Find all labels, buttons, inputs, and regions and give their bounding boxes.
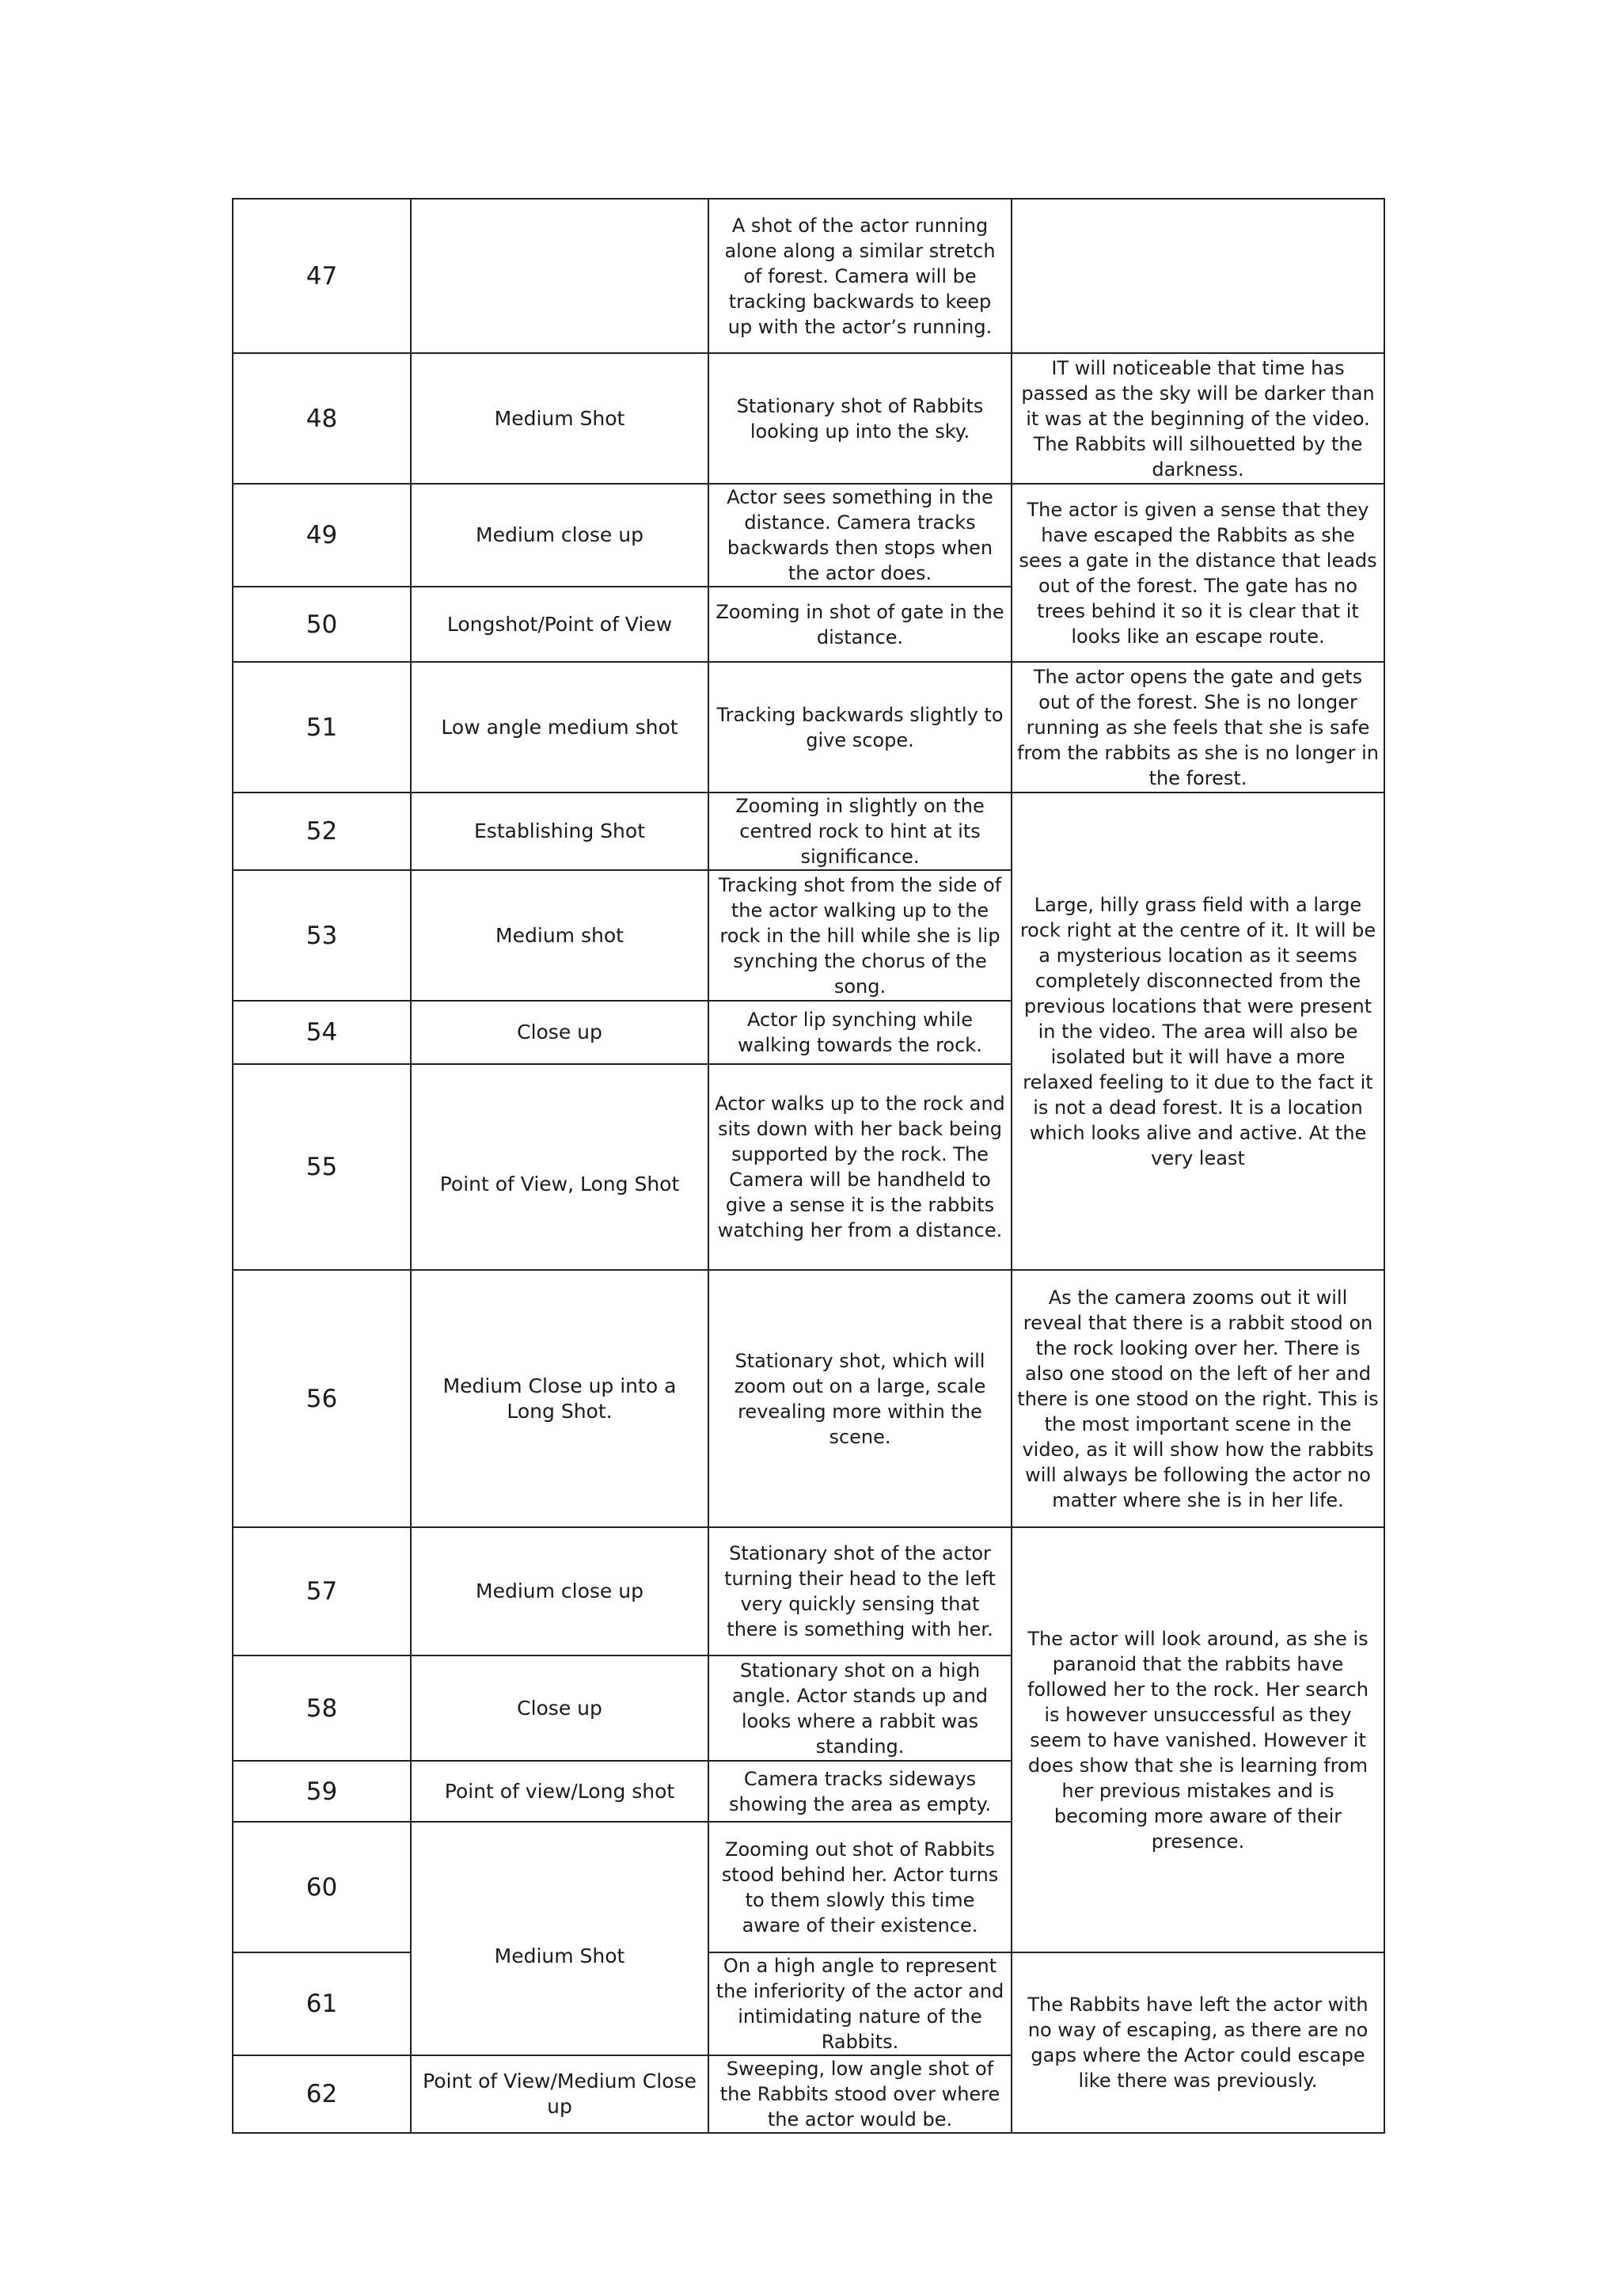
shot-description: Camera tracks sideways showing the area as empty. bbox=[708, 1761, 1012, 1822]
shot-description: Sweeping, low angle shot of the Rabbits stood over where the actor would be. bbox=[708, 2055, 1012, 2133]
shot-description: Stationary shot, which will zoom out on a large, scale revealing more within the scene. bbox=[708, 1270, 1012, 1527]
shot-type: Medium close up bbox=[411, 484, 708, 587]
shot-description: Tracking shot from the side of the actor walking up to the rock in the hill while she is lip synching the chorus of the song. bbox=[708, 870, 1012, 1001]
shot-number: 49 bbox=[233, 484, 411, 587]
shot-type: Point of View, Long Shot bbox=[411, 1064, 708, 1270]
shot-description: A shot of the actor running alone along a similar stretch of forest. Camera will be tracking backwards to keep up with the actor’s running. bbox=[708, 199, 1012, 353]
shot-number: 53 bbox=[233, 870, 411, 1001]
shot-description: Actor walks up to the rock and sits down with her back being supported by the rock. The Camera will be handheld to give a sense it is the rabbits watching her from a distance. bbox=[708, 1064, 1012, 1270]
shot-number: 61 bbox=[233, 1952, 411, 2055]
shot-description: Zooming out shot of Rabbits stood behind her. Actor turns to them slowly this time aware of their existence. bbox=[708, 1822, 1012, 1952]
shot-notes: The Rabbits have left the actor with no way of escaping, as there are no gaps where the Actor could escape like there was previously. bbox=[1012, 1952, 1384, 2133]
shot-type bbox=[411, 199, 708, 353]
table-row bbox=[233, 1527, 1384, 1655]
shot-number: 58 bbox=[233, 1655, 411, 1761]
table-row bbox=[233, 353, 1384, 484]
shot-number: 51 bbox=[233, 662, 411, 793]
shot-description: Stationary shot of the actor turning their head to the left very quickly sensing that there is something with her. bbox=[708, 1527, 1012, 1655]
shot-type: Low angle medium shot bbox=[411, 662, 708, 793]
shot-type: Establishing Shot bbox=[411, 793, 708, 870]
shot-number: 62 bbox=[233, 2055, 411, 2133]
shot-type: Medium Shot bbox=[411, 353, 708, 484]
shot-number: 60 bbox=[233, 1822, 411, 1952]
shot-type: Longshot/Point of View bbox=[411, 587, 708, 662]
table-row bbox=[233, 793, 1384, 870]
shot-number: 59 bbox=[233, 1761, 411, 1822]
table-row bbox=[233, 1952, 1384, 2055]
shot-number: 48 bbox=[233, 353, 411, 484]
shot-type: Medium Close up into a Long Shot. bbox=[411, 1270, 708, 1527]
shot-notes: The actor is given a sense that they have escaped the Rabbits as she sees a gate in the distance that leads out of the forest. The gate has no trees behind it so it is clear that it looks like an escape route. bbox=[1012, 484, 1384, 662]
shot-description: Zooming in shot of gate in the distance. bbox=[708, 587, 1012, 662]
shot-type: Medium shot bbox=[411, 870, 708, 1001]
shot-type: Close up bbox=[411, 1655, 708, 1761]
table-row bbox=[233, 484, 1384, 587]
shot-number: 57 bbox=[233, 1527, 411, 1655]
shot-type: Point of View/Medium Close up bbox=[411, 2055, 708, 2133]
shot-description: Zooming in slightly on the centred rock to hint at its significance. bbox=[708, 793, 1012, 870]
shot-type: Point of view/Long shot bbox=[411, 1761, 708, 1822]
table-row bbox=[233, 662, 1384, 793]
shot-number: 50 bbox=[233, 587, 411, 662]
shot-number: 56 bbox=[233, 1270, 411, 1527]
shot-type: Close up bbox=[411, 1001, 708, 1064]
shot-notes: The actor will look around, as she is paranoid that the rabbits have followed her to the rock. Her search is however unsuccessful as they seem to have vanished. However it does show that she is learning from her previous mistakes and is becoming more aware of their presence. bbox=[1012, 1527, 1384, 1952]
shot-description: Actor sees something in the distance. Camera tracks backwards then stops when the actor does. bbox=[708, 484, 1012, 587]
shot-notes bbox=[1012, 199, 1384, 353]
shot-notes: As the camera zooms out it will reveal that there is a rabbit stood on the rock looking over her. There is also one stood on the left of her and there is one stood on the right. This is the most important scene in the video, as it will show how the rabbits will always be following the actor no matter where she is in her life. bbox=[1012, 1270, 1384, 1527]
shot-description: Tracking backwards slightly to give scope. bbox=[708, 662, 1012, 793]
shot-notes: IT will noticeable that time has passed as the sky will be darker than it was at the beginning of the video. The Rabbits will silhouetted by the darkness. bbox=[1012, 353, 1384, 484]
shot-description: Stationary shot of Rabbits looking up into the sky. bbox=[708, 353, 1012, 484]
shot-type: Medium Shot bbox=[411, 1822, 708, 2055]
shot-number: 55 bbox=[233, 1064, 411, 1270]
table-row bbox=[233, 199, 1384, 353]
shot-description: Actor lip synching while walking towards the rock. bbox=[708, 1001, 1012, 1064]
shot-number: 52 bbox=[233, 793, 411, 870]
shot-notes: The actor opens the gate and gets out of the forest. She is no longer running as she feels that she is safe from the rabbits as she is no longer in the forest. bbox=[1012, 662, 1384, 793]
storyboard-table bbox=[232, 198, 1385, 2134]
shot-notes: Large, hilly grass field with a large rock right at the centre of it. It will be a mysterious location as it seems completely disconnected from the previous locations that were present in the video. The area will also be isolated but it will have a more relaxed feeling to it due to the fact it is not a dead forest. It is a location which looks alive and active. At the very least bbox=[1012, 793, 1384, 1270]
shot-description: On a high angle to represent the inferiority of the actor and intimidating nature of the Rabbits. bbox=[708, 1952, 1012, 2055]
shot-number: 47 bbox=[233, 199, 411, 353]
table-row bbox=[233, 1270, 1384, 1527]
shot-number: 54 bbox=[233, 1001, 411, 1064]
shot-description: Stationary shot on a high angle. Actor stands up and looks where a rabbit was standing. bbox=[708, 1655, 1012, 1761]
shot-type: Medium close up bbox=[411, 1527, 708, 1655]
storyboard-page bbox=[232, 198, 1384, 2131]
